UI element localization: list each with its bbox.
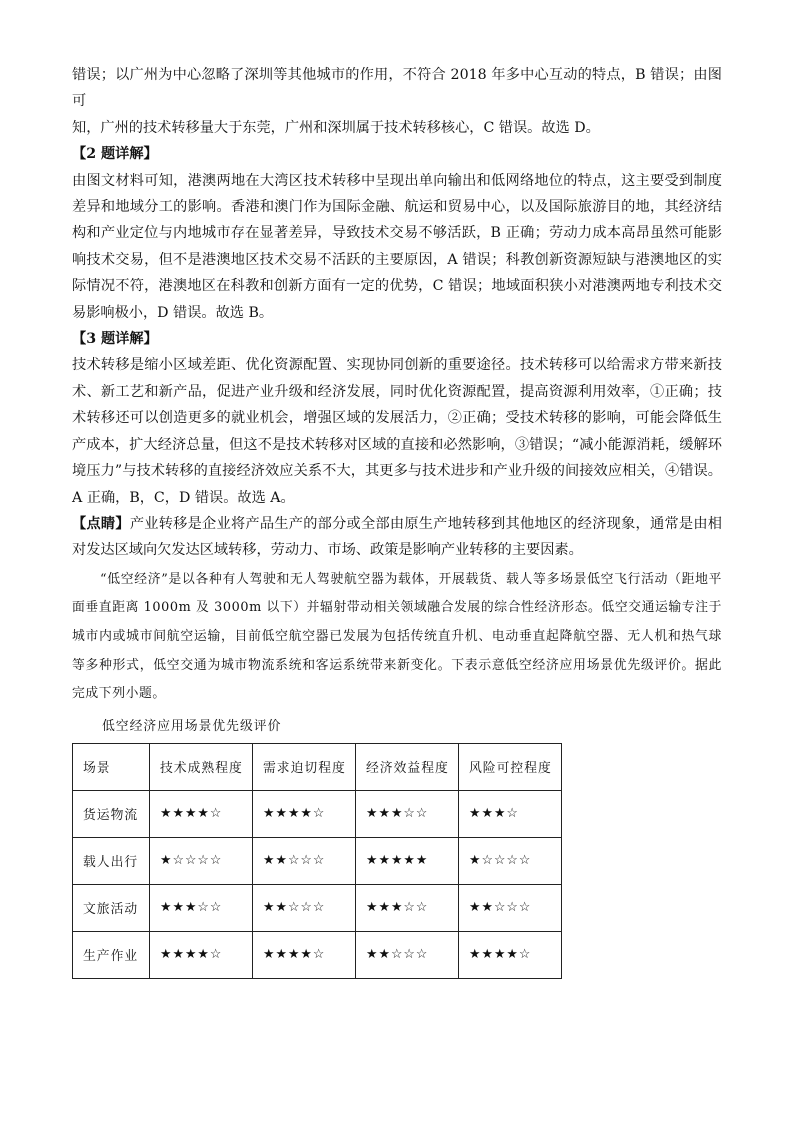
rating-cell: ★★★★☆ — [253, 931, 356, 978]
table-header-row — [73, 743, 562, 790]
header-cell: 技术成熟程度 — [150, 743, 253, 790]
rating-cell: ★★★★☆ — [150, 931, 253, 978]
header-cell: 经济效益程度 — [356, 743, 459, 790]
header-cell: 场景 — [73, 743, 150, 790]
scene-cell: 载人出行 — [73, 837, 150, 884]
rating-cell: ★☆☆☆☆ — [150, 837, 253, 884]
header-cell: 风险可控程度 — [459, 743, 562, 790]
rating-cell: ★★☆☆☆ — [253, 884, 356, 931]
rating-cell: ★★★★☆ — [150, 790, 253, 837]
rating-cell: ★★☆☆☆ — [253, 837, 356, 884]
q2-heading-text: 【2 题详解】 — [72, 146, 158, 163]
priority-rating-table — [72, 743, 562, 979]
table-caption: 低空经济应用场景优先级评价 — [102, 718, 282, 734]
document-page — [72, 62, 722, 979]
rating-cell: ★★★★☆ — [253, 790, 356, 837]
tip-paragraph — [72, 511, 722, 564]
scene-cell: 文旅活动 — [73, 884, 150, 931]
rating-cell: ★★★★☆ — [459, 931, 562, 978]
q1-answer-tail-line2: 知，广州的技术转移量大于东莞，广州和深圳属于技术转移核心，C 错误。故选 D。 — [72, 119, 600, 136]
q2-explanation: 由图文材料可知，港澳两地在大湾区技术转移中呈现出单向输出和低网络地位的特点，这主要受到制度差异和地域分工的影响。香港和澳门作为国际金融、航运和贸易中心，以及国际旅游目的地，其经济结构和产业定位与内地城市存在显著差异，导致技术交易不够活跃，B 正确；劳动力成本高昂虽然可能影响技术交易，但不是港澳地区技术交易不活跃的主要原因，A 错误；科教创新资源短缺与港澳地区的实际情况不符，港澳地区在科教和创新方面有一定的优势，C 错误；地域面积狭小对港澳两地专利技术交易影响极小，D 错误。故选 B。 — [72, 172, 722, 321]
rating-cell: ★★★☆☆ — [150, 884, 253, 931]
scene-cell: 生产作业 — [73, 931, 150, 978]
low-altitude-intro: “低空经济”是以各种有人驾驶和无人驾驶航空器为载体，开展载货、载人等多场景低空飞行活动（距地平面垂直距离 1000m 及 3000m 以下）并辐射带动相关领域融合发展的综合性经济形态。低空交通运输专注于城市内或城市间航空运输，目前低空航空器已发展为包括传统直升机、电动垂直起降航空器、无人机和热气球等多种形式，低空交通为城市物流系统和客运系统带来新变化。下表示意低空经济应用场景优先级评价。据此完成下列小题。 — [72, 571, 722, 702]
q3-heading — [72, 326, 722, 352]
table-row — [73, 790, 562, 837]
scene-cell: 货运物流 — [73, 790, 150, 837]
tip-heading: 【点睛】 — [72, 515, 130, 532]
rating-cell: ★☆☆☆☆ — [459, 837, 562, 884]
rating-cell: ★★★☆ — [459, 790, 562, 837]
tip-text: 产业转移是企业将产品生产的部分或全部由原生产地转移到其他地区的经济现象，通常是由相对发达区域向欠发达区域转移，劳动力、市场、政策是影响产业转移的主要因素。 — [72, 515, 722, 559]
q2-heading — [72, 141, 722, 167]
rating-cell: ★★☆☆☆ — [356, 931, 459, 978]
header-cell: 需求迫切程度 — [253, 743, 356, 790]
table-row — [73, 837, 562, 884]
q3-heading-text: 【3 题详解】 — [72, 331, 158, 348]
q3-explanation: 技术转移是缩小区域差距、优化资源配置、实现协同创新的重要途径。技术转移可以给需求方带来新技术、新工艺和新产品，促进产业升级和经济发展，同时优化资源配置，提高资源利用效率，①正确；技术转移还可以创造更多的就业机会，增强区域的发展活力，②正确；受技术转移的影响，可能会降低生产成本，扩大经济总量，但这不是技术转移对区域的直接和必然影响，③错误；“减小能源消耗，缓解环境压力”与技术转移的直接经济效应关系不大，其更多与技术进步和产业升级的间接效应相关，④错误。A 正确，B，C，D 错误。故选 A。 — [72, 357, 722, 506]
rating-cell: ★★☆☆☆ — [459, 884, 562, 931]
rating-cell: ★★★☆☆ — [356, 884, 459, 931]
q1-answer-tail-line1: 错误；以广州为中心忽略了深圳等其他城市的作用，不符合 2018 年多中心互动的特点，B 错误；由图可 — [72, 67, 722, 110]
rating-cell: ★★★☆☆ — [356, 790, 459, 837]
table-row — [73, 884, 562, 931]
rating-cell: ★★★★★ — [356, 837, 459, 884]
table-row — [73, 931, 562, 978]
